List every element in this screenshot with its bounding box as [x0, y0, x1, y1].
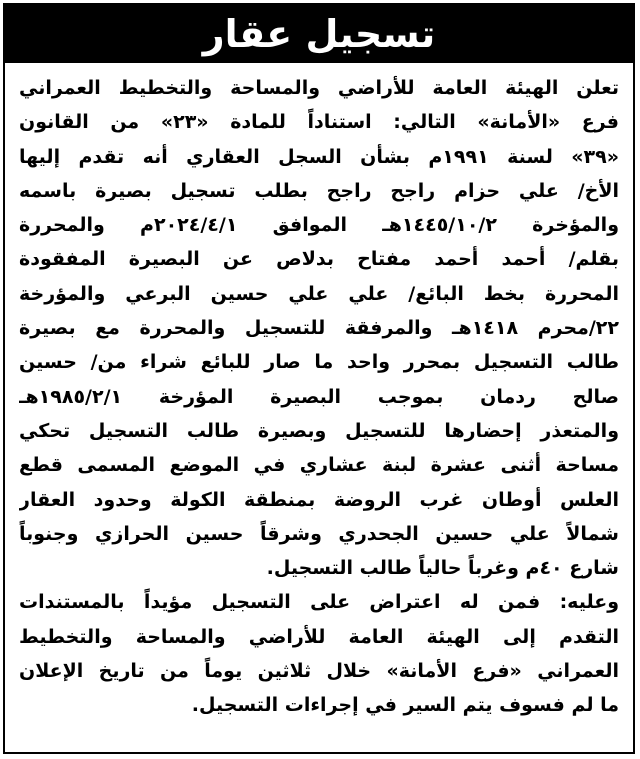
- notice-line: شمالاً علي حسين الجحدري وشرقاً حسين الحرازي وجنوباً: [19, 522, 619, 545]
- notice-line: مساحة أثنى عشرة لبنة عشاري في الموضع المسمى قطع: [19, 454, 619, 477]
- notice-line: «٣٩» لسنة ١٩٩١م بشأن السجل العقاري أنه تقدم إليها: [19, 145, 619, 168]
- notice-line: الأخ/ علي حزام راجح راجح بطلب تسجيل بصيرة باسمه: [19, 179, 619, 202]
- notice-line: وعليه: فمن له اعتراض على التسجيل مؤيداً بالمستندات: [19, 591, 619, 614]
- notice-title: تسجيل عقار: [202, 12, 436, 56]
- notice-line: تعلن الهيئة العامة للأراضي والمساحة والتخطيط العمراني: [19, 77, 619, 99]
- title-bar: [5, 5, 633, 63]
- notice-line: العمراني «فرع الأمانة» خلال ثلاثين يوماً من تاريخ الإعلان: [19, 660, 619, 683]
- notice-line: بقلم/ أحمد أحمد مفتاح بدلاص عن البصيرة المفقودة: [19, 248, 619, 271]
- notice-line: المحررة بخط البائع/ علي علي حسين البرعي والمؤرخة: [19, 282, 619, 305]
- notice-line: صالح ردمان بموجب البصيرة المؤرخة ١٩٨٥/٢/١هـ: [19, 385, 619, 408]
- notice-line: العلس أوطان غرب الروضة بمنطقة الكولة وحدود العقار: [19, 488, 619, 511]
- notice-body: [19, 71, 619, 723]
- notice-line: شارع ٤٠م وغرباً حالياً طالب التسجيل.: [266, 557, 619, 580]
- notice-line: طالب التسجيل بمحرر واحد ما صار للبائع شراء من/ حسين: [19, 351, 619, 374]
- notice-line: التقدم إلى الهيئة العامة للأراضي والمساحة والتخطيط: [19, 625, 619, 648]
- notice-line: والمتعذر إحضارها للتسجيل وبصيرة طالب التسجيل تحكي: [19, 419, 619, 442]
- notice-line: فرع «الأمانة» التالي: استناداً للمادة «٢٣» من القانون: [19, 111, 619, 134]
- notice-frame: [3, 3, 635, 754]
- notice-line: والمؤخرة ١٤٤٥/١٠/٢هـ الموافق ٢٠٢٤/٤/١م والمحررة: [19, 214, 619, 237]
- notice-line: ٢٢/محرم ١٤١٨هـ والمرفقة للتسجيل والمحررة مع بصيرة: [19, 317, 619, 340]
- notice-line: ما لم فسوف يتم السير في إجراءات التسجيل.: [191, 694, 619, 717]
